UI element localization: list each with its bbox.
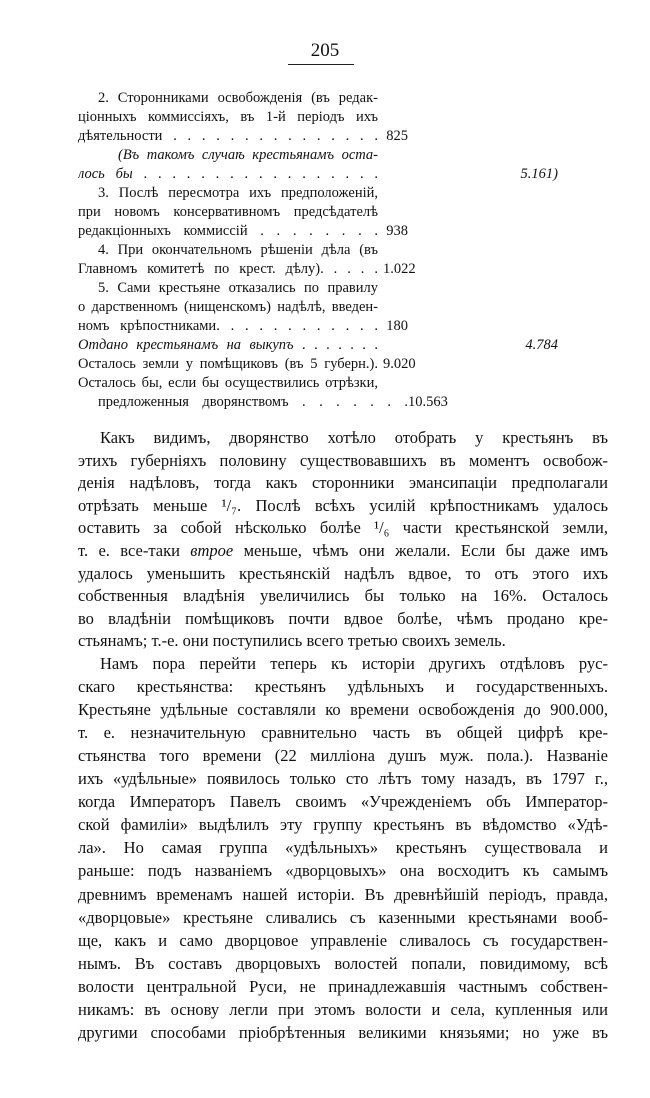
row-side-value: 5.161)	[520, 166, 558, 182]
text-line: Какъ видимъ, дворянство хотѣло отобрать у крестьянъ въ	[100, 428, 608, 447]
table-row	[78, 317, 558, 336]
page-number-rule	[288, 64, 354, 65]
row-label: о дарственномъ (нищенскомъ) надѣлѣ, введен-	[78, 299, 378, 315]
row-label: дѣятельности . . . . . . . . . . . . . . .	[78, 128, 378, 144]
page-number: 205	[310, 40, 340, 61]
emphasis: втрое	[190, 541, 234, 560]
table-row	[78, 241, 558, 260]
text-line: т. е. незначительную сравнительно часть въ общей цифрѣ кре-	[78, 723, 608, 743]
row-value: 938	[386, 223, 408, 239]
text-line: удалось уменьшить крестьянскій надѣлъ вдвое, то отъ этого ихъ	[78, 563, 608, 583]
table-row	[78, 108, 558, 127]
text-line: «дворцовые» крестьяне сливались съ казенными крестьянами вооб-	[78, 907, 608, 927]
row-label: 3. Послѣ пересмотра ихъ предположеній,	[98, 185, 378, 201]
row-label: Главномъ комитетѣ по крест. дѣлу). . . . .	[78, 261, 378, 277]
text-line: т. е. все-таки втрое меньше, чѣмъ они желали. Если бы даже имъ	[78, 541, 608, 560]
row-label: номъ крѣпостниками. . . . . . . . . . . .	[78, 318, 378, 334]
row-label: 4. При окончательномъ рѣшеніи дѣла (въ	[98, 242, 378, 258]
row-label: (Въ такомъ случаѣ крестьянамъ оста-	[118, 147, 378, 163]
row-label: Осталось бы, если бы осуществились отрѣзки,	[78, 375, 378, 391]
text-line: собственныя владѣнія увеличились бы только на 16%. Осталось	[78, 586, 608, 606]
text-line: никамъ: въ основу легли при этомъ волости и села, купленныя или	[78, 999, 608, 1019]
row-label: 2. Сторонниками освобожденія (въ редак-	[98, 90, 378, 106]
emphasis: лось бы	[78, 166, 144, 182]
text-line: волости центральной Руси, не принадлежавшія частнымъ собствен-	[78, 976, 608, 996]
row-value: 1.022	[383, 261, 416, 277]
text-line: этихъ губерніяхъ половину существовавшихъ въ моментъ освобож-	[78, 450, 608, 470]
row-label: лось бы . . . . . . . . . . . . . . . . .	[78, 166, 378, 182]
table-row	[78, 355, 558, 374]
text-line: древнимъ временамъ нашей исторіи. Въ древнѣйшій періодъ, правда,	[78, 884, 608, 904]
table-row	[78, 298, 558, 317]
text-line: во владѣніи помѣщиковъ почти вдвое болѣе, чѣмъ продано кре-	[78, 608, 608, 628]
row-label: при новомъ консервативномъ предсѣдателѣ	[78, 204, 378, 220]
row-label: предложенныя дворянствомъ . . . . . . .	[98, 394, 408, 410]
text-line: денія надѣловъ, тогда какъ сторонники эмансипаціи предполагали	[78, 473, 608, 493]
table-row	[78, 89, 558, 108]
text-line: оставить за собой нѣсколько болѣе ¹/₆ части крестьянской земли,	[78, 518, 608, 538]
text-line: другими способами пріобрѣтенныя великими князьями; но уже въ	[78, 1022, 608, 1042]
table-row	[78, 222, 558, 241]
table-row	[78, 203, 558, 222]
table-row	[78, 127, 558, 146]
table-row	[78, 146, 558, 165]
emphasis: Отдано крестьянамъ на выкупъ	[78, 337, 303, 353]
text-line: ще, какъ и само дворцовое управленіе сливалось съ государствен-	[78, 930, 608, 950]
text-line: Крестьяне удѣльные составляли ко времени освобожденія до 900.000,	[78, 700, 608, 720]
row-label: ціонныхъ коммиссіяхъ, въ 1-й періодъ ихъ	[78, 109, 378, 125]
row-label: Отдано крестьянамъ на выкупъ . . . . . . .	[78, 337, 378, 353]
table-row	[78, 165, 558, 184]
table-row	[78, 279, 558, 298]
text-line: раньше: подъ названіемъ «дворцовыхъ» она восходитъ къ самымъ	[78, 861, 608, 881]
text-line: Намъ пора перейти теперь къ исторіи другихъ отдѣловъ рус-	[100, 654, 608, 673]
table-row	[78, 260, 558, 279]
row-value: 9.020	[383, 356, 416, 372]
table-row: предложенныя дворянствомъ . . . . . . . 10.563	[98, 394, 448, 410]
table-row	[78, 184, 558, 203]
text-line: скаго крестьянства: крестьянъ удѣльныхъ и государственныхъ.	[78, 677, 608, 697]
text-line: нымъ. Въ составъ дворцовыхъ волостей попали, повидимому, всѣ	[78, 953, 608, 973]
text-line: ихъ «удѣльные» появилось только сто лѣтъ тому назадъ, въ 1797 г.,	[78, 769, 608, 789]
text-line: стьянства того времени (22 милліона душъ муж. пола.). Названіе	[78, 746, 608, 766]
row-value: 180	[386, 318, 408, 334]
row-label: Осталось земли у помѣщиковъ (въ 5 губерн.).	[78, 356, 378, 372]
text-line: стьянамъ; т.-е. они поступились всего третью своихъ земель.	[78, 631, 506, 651]
text-line: ской фамиліи» выдѣлилъ эту группу крестьянъ въ вѣдомство «Удѣ-	[78, 815, 608, 835]
table-row	[78, 374, 558, 393]
row-value: 825	[386, 128, 408, 144]
row-side-value: 4.784	[525, 337, 558, 353]
row-label: редакціонныхъ коммиссій . . . . . . . .	[78, 223, 378, 239]
table-row	[78, 336, 558, 355]
text-line: ла». Но самая группа «удѣльныхъ» крестьянъ существовала и	[78, 838, 608, 858]
row-label: 5. Сами крестьяне отказались по правилу	[98, 280, 378, 296]
text-line: отрѣзать меньше ¹/₇. Послѣ всѣхъ усилій крѣпостникамъ удалось	[78, 495, 608, 515]
text-line: когда Императоръ Павелъ своимъ «Учрежденіемъ объ Император-	[78, 792, 608, 812]
